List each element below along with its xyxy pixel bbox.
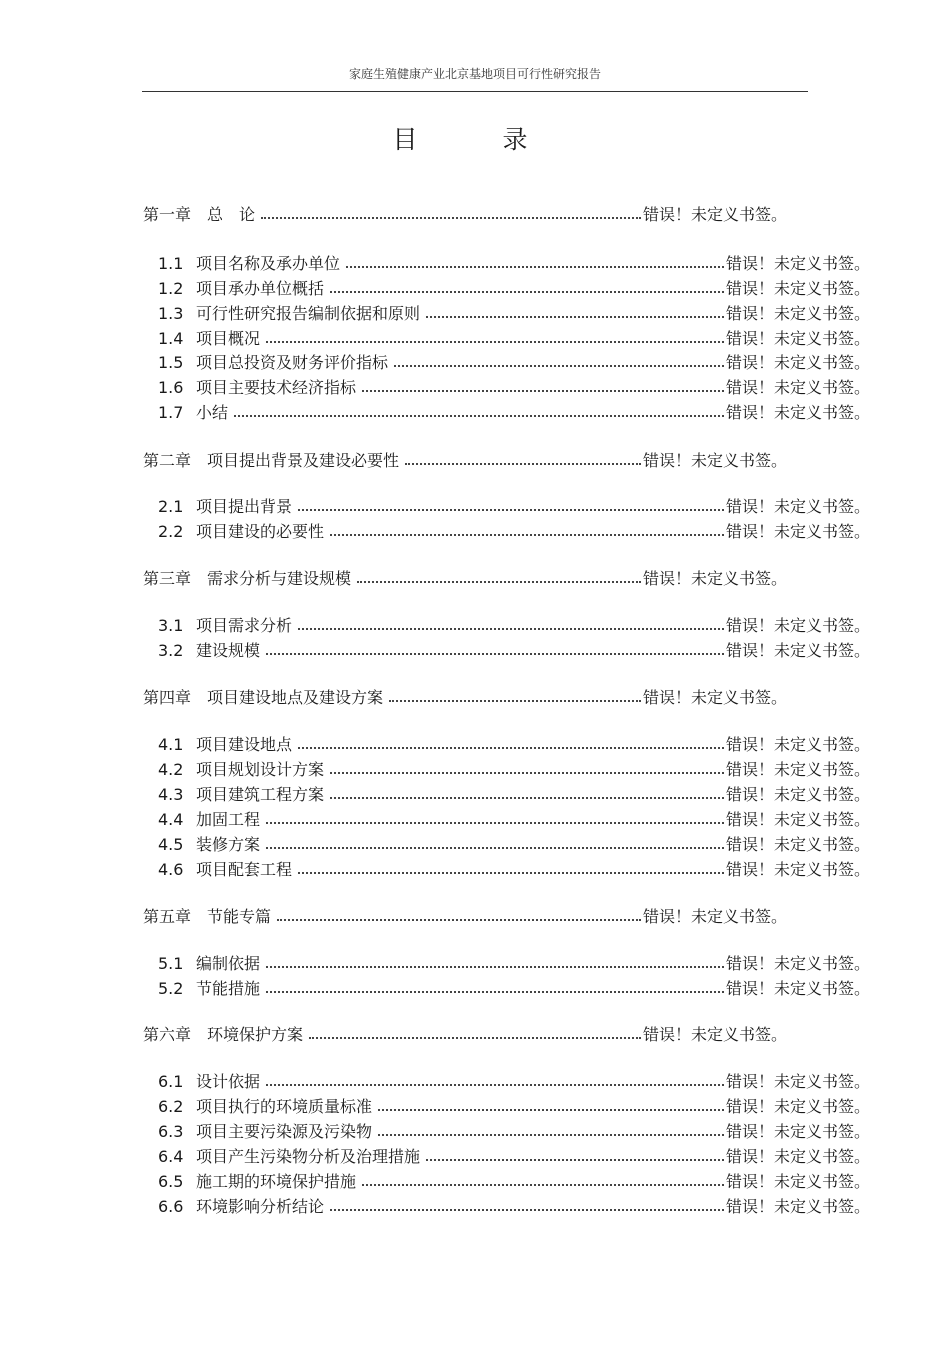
toc-entry-page-ref: 错误！未定义书签。 [725, 279, 870, 298]
toc-dot-leader [330, 1193, 724, 1211]
toc-section-entry[interactable] [158, 951, 870, 975]
toc-entry-label: 施工期的环境保护措施 [196, 1172, 357, 1191]
toc-entry-label: 项目总投资及财务评价指标 [196, 353, 389, 372]
toc-entry-page-ref: 错误！未定义书签。 [642, 569, 787, 588]
toc-entry-page-ref: 错误！未定义书签。 [725, 1072, 870, 1091]
toc-entry-label: 环境影响分析结论 [196, 1197, 325, 1216]
toc-entry-page-ref: 错误！未定义书签。 [642, 451, 787, 470]
toc-entry-label: 节能措施 [196, 979, 261, 998]
toc-chapter-entry[interactable] [143, 202, 787, 226]
toc-entry-number: 1.1 [158, 254, 184, 273]
toc-entry-page-ref: 错误！未定义书签。 [725, 810, 870, 829]
toc-entry-label: 项目提出背景及建设必要性 [207, 451, 400, 470]
toc-entry-number: 1.7 [158, 403, 184, 422]
toc-entry-label: 项目名称及承办单位 [196, 254, 341, 273]
toc-dot-leader [298, 493, 724, 511]
toc-entry-page-ref: 错误！未定义书签。 [725, 1097, 870, 1116]
toc-entry-number: 6.6 [158, 1197, 184, 1216]
toc-entry-page-ref: 错误！未定义书签。 [725, 1147, 870, 1166]
toc-entry-number: 4.5 [158, 835, 184, 854]
toc-entry-page-ref: 错误！未定义书签。 [725, 353, 870, 372]
toc-entry-number: 4.2 [158, 760, 184, 779]
toc-entry-label: 节能专篇 [207, 907, 272, 926]
toc-dot-leader [405, 447, 641, 465]
toc-chapter-entry[interactable] [143, 685, 787, 709]
toc-dot-leader [426, 1143, 724, 1161]
toc-dot-leader [266, 325, 724, 343]
toc-section-entry[interactable] [158, 976, 870, 1000]
toc-chapter-entry[interactable] [143, 448, 787, 472]
toc-entry-number: 1.3 [158, 304, 184, 323]
toc-entry-page-ref: 错误！未定义书签。 [642, 688, 787, 707]
toc-entry-page-ref: 错误！未定义书签。 [725, 403, 870, 422]
toc-dot-leader [362, 374, 724, 392]
toc-dot-leader [389, 684, 641, 702]
toc-entry-page-ref: 错误！未定义书签。 [642, 205, 787, 224]
toc-entry-page-ref: 错误！未定义书签。 [725, 835, 870, 854]
toc-entry-number: 1.5 [158, 353, 184, 372]
toc-section-entry[interactable] [158, 494, 870, 518]
toc-entry-page-ref: 错误！未定义书签。 [642, 907, 787, 926]
toc-entry-page-ref: 错误！未定义书签。 [725, 1197, 870, 1216]
toc-section-entry[interactable] [158, 301, 870, 325]
toc-dot-leader [330, 518, 724, 536]
toc-entry-label: 项目规划设计方案 [196, 760, 325, 779]
toc-dot-leader [266, 637, 724, 655]
toc-section-entry[interactable] [158, 350, 870, 374]
toc-section-entry[interactable] [158, 1194, 870, 1218]
toc-entry-number: 3.2 [158, 641, 184, 660]
toc-entry-label: 需求分析与建设规模 [207, 569, 352, 588]
toc-entry-page-ref: 错误！未定义书签。 [725, 785, 870, 804]
toc-dot-leader [266, 950, 724, 968]
toc-entry-label: 装修方案 [196, 835, 261, 854]
toc-entry-number: 4.4 [158, 810, 184, 829]
toc-entry-number: 第二章 [143, 451, 192, 470]
toc-dot-leader [234, 399, 724, 417]
toc-entry-number: 2.2 [158, 522, 184, 541]
toc-entry-number: 5.2 [158, 979, 184, 998]
toc-entry-page-ref: 错误！未定义书签。 [725, 378, 870, 397]
toc-entry-page-ref: 错误！未定义书签。 [725, 860, 870, 879]
toc-section-entry[interactable] [158, 638, 870, 662]
toc-entry-label: 项目主要污染源及污染物 [196, 1122, 373, 1141]
toc-entry-number: 6.5 [158, 1172, 184, 1191]
toc-section-entry[interactable] [158, 807, 870, 831]
toc-dot-leader [266, 1068, 724, 1086]
toc-entry-number: 6.3 [158, 1122, 184, 1141]
toc-section-entry[interactable] [158, 276, 870, 300]
toc-entry-page-ref: 错误！未定义书签。 [725, 254, 870, 273]
toc-section-entry[interactable] [158, 832, 870, 856]
toc-section-entry[interactable] [158, 375, 870, 399]
toc-section-entry[interactable] [158, 1069, 870, 1093]
toc-entry-label: 项目概况 [196, 329, 261, 348]
toc-entry-label: 项目需求分析 [196, 616, 293, 635]
toc-entry-number: 2.1 [158, 497, 184, 516]
toc-entry-label: 环境保护方案 [207, 1025, 304, 1044]
toc-dot-leader [298, 731, 724, 749]
toc-entry-label: 项目建筑工程方案 [196, 785, 325, 804]
toc-entry-label: 编制依据 [196, 954, 261, 973]
toc-section-entry[interactable] [158, 1094, 870, 1118]
toc-chapter-entry[interactable] [143, 1022, 787, 1046]
toc-dot-leader [261, 201, 641, 219]
toc-entry-number: 1.6 [158, 378, 184, 397]
toc-dot-leader [266, 806, 724, 824]
toc-dot-leader [298, 856, 724, 874]
toc-entry-label: 可行性研究报告编制依据和原则 [196, 304, 421, 323]
toc-entry-label: 项目产生污染物分析及治理措施 [196, 1147, 421, 1166]
toc-entry-label: 项目执行的环境质量标准 [196, 1097, 373, 1116]
toc-entry-label: 建设规模 [196, 641, 261, 660]
toc-section-entry[interactable] [158, 1169, 870, 1193]
toc-dot-leader [309, 1021, 641, 1039]
toc-dot-leader [298, 612, 724, 630]
toc-section-entry[interactable] [158, 1119, 870, 1143]
toc-entry-label: 项目建设地点 [196, 735, 293, 754]
toc-dot-leader [394, 349, 724, 367]
toc-dot-leader [330, 756, 724, 774]
toc-entry-page-ref: 错误！未定义书签。 [725, 304, 870, 323]
toc-section-entry[interactable] [158, 251, 870, 275]
toc-section-entry[interactable] [158, 732, 870, 756]
toc-entry-number: 第四章 [143, 688, 192, 707]
toc-entry-label: 项目配套工程 [196, 860, 293, 879]
toc-dot-leader [357, 565, 641, 583]
toc-section-entry[interactable] [158, 857, 870, 881]
toc-entry-page-ref: 错误！未定义书签。 [725, 329, 870, 348]
toc-entry-page-ref: 错误！未定义书签。 [725, 954, 870, 973]
toc-entry-page-ref: 错误！未定义书签。 [725, 522, 870, 541]
toc-chapter-entry[interactable] [143, 566, 787, 590]
toc-entry-page-ref: 错误！未定义书签。 [725, 616, 870, 635]
toc-entry-label: 项目提出背景 [196, 497, 293, 516]
toc-entry-page-ref: 错误！未定义书签。 [725, 735, 870, 754]
toc-dot-leader [266, 831, 724, 849]
toc-dot-leader [346, 250, 724, 268]
toc-entry-number: 1.2 [158, 279, 184, 298]
toc-entry-label: 项目主要技术经济指标 [196, 378, 357, 397]
toc-dot-leader [426, 300, 724, 318]
toc-dot-leader [330, 275, 724, 293]
toc-entry-label: 设计依据 [196, 1072, 261, 1091]
toc-entry-number: 6.2 [158, 1097, 184, 1116]
toc-entry-number: 第五章 [143, 907, 192, 926]
toc-entry-label: 加固工程 [196, 810, 261, 829]
toc-section-entry[interactable] [158, 757, 870, 781]
toc-entry-number: 第一章 [143, 205, 192, 224]
toc-entry-page-ref: 错误！未定义书签。 [725, 497, 870, 516]
toc-entry-number: 4.3 [158, 785, 184, 804]
toc-dot-leader [378, 1093, 724, 1111]
toc-entry-label: 项目建设的必要性 [196, 522, 325, 541]
toc-dot-leader [362, 1168, 724, 1186]
toc-section-entry[interactable] [158, 613, 870, 637]
page-title: 目 录 [392, 125, 558, 154]
toc-entry-page-ref: 错误！未定义书签。 [725, 760, 870, 779]
toc-entry-number: 3.1 [158, 616, 184, 635]
toc-dot-leader [277, 903, 641, 921]
toc-entry-label: 总 论 [207, 205, 256, 224]
toc-entry-number: 第三章 [143, 569, 192, 588]
toc-section-entry[interactable] [158, 782, 870, 806]
toc-dot-leader [266, 975, 724, 993]
toc-entry-number: 第六章 [143, 1025, 192, 1044]
toc-entry-number: 6.4 [158, 1147, 184, 1166]
page-header: 家庭生殖健康产业北京基地项目可行性研究报告 [142, 64, 808, 92]
toc-entry-label: 项目承办单位概括 [196, 279, 325, 298]
toc-entry-label: 小结 [196, 403, 229, 422]
toc-entry-label: 项目建设地点及建设方案 [207, 688, 384, 707]
toc-entry-number: 6.1 [158, 1072, 184, 1091]
toc-entry-number: 1.4 [158, 329, 184, 348]
toc-entry-page-ref: 错误！未定义书签。 [725, 641, 870, 660]
toc-section-entry[interactable] [158, 400, 870, 424]
toc-entry-page-ref: 错误！未定义书签。 [642, 1025, 787, 1044]
toc-dot-leader [330, 781, 724, 799]
toc-entry-number: 4.6 [158, 860, 184, 879]
toc-entry-number: 5.1 [158, 954, 184, 973]
toc-chapter-entry[interactable] [143, 904, 787, 928]
toc-entry-number: 4.1 [158, 735, 184, 754]
toc-entry-page-ref: 错误！未定义书签。 [725, 1172, 870, 1191]
toc-dot-leader [378, 1118, 724, 1136]
toc-entry-page-ref: 错误！未定义书签。 [725, 1122, 870, 1141]
toc-section-entry[interactable] [158, 1144, 870, 1168]
toc-section-entry[interactable] [158, 326, 870, 350]
toc-section-entry[interactable] [158, 519, 870, 543]
toc-entry-page-ref: 错误！未定义书签。 [725, 979, 870, 998]
